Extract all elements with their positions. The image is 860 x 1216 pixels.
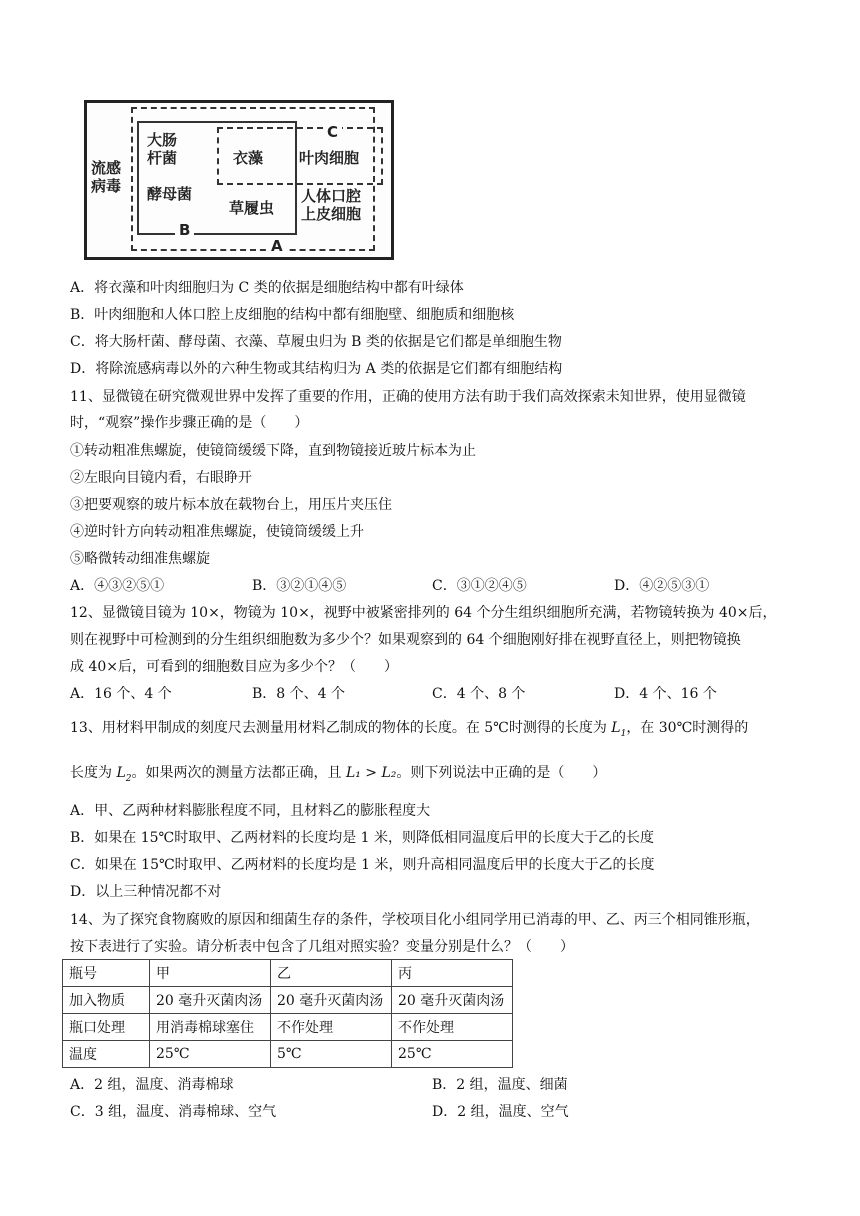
q12-stem-line2: 则在视野中可检测到的分生组织细胞数为多少个？如果观察到的 64 个细胞刚好排在视野直径上，则把物镜换 bbox=[70, 632, 741, 648]
q14-stem-line1: 14、为了探究食物腐败的原因和细菌生存的条件，学校项目化小组同学用已消毒的甲、乙、丙三个相同锥形瓶， bbox=[70, 912, 760, 928]
table-cell: 温度 bbox=[63, 1041, 150, 1068]
q13-l2 bbox=[116, 765, 132, 784]
label-ecoli: 大肠杆菌 bbox=[147, 131, 178, 167]
q13-stem2b: 。如果两次的测量方法都正确，且 bbox=[131, 765, 346, 781]
q13-l1-sub: 1 bbox=[620, 728, 627, 739]
q13-option-a: A．甲、乙两种材料膨胀程度不同，且材料乙的膨胀程度大 bbox=[70, 803, 431, 819]
q11-option-c: C．③①②④⑤ bbox=[432, 578, 527, 594]
q13-l2-sub: 2 bbox=[125, 773, 132, 784]
table-row bbox=[63, 960, 513, 987]
q13-option-c: C．如果在 15℃时取甲、乙两材料的长度均是 1 米，则升高相同温度后甲的长度大于乙的长度 bbox=[70, 857, 655, 873]
table-cell: 25℃ bbox=[392, 1041, 513, 1068]
table-cell: 用消毒棉球塞住 bbox=[150, 1014, 271, 1041]
table-cell: 不作处理 bbox=[271, 1014, 392, 1041]
q12-stem-line1: 12、显微镜目镜为 10×，物镜为 10×，视野中被紧密排列的 64 个分生组织细胞所充满，若物镜转换为 40×后， bbox=[70, 605, 777, 621]
label-set-b: B bbox=[175, 221, 194, 239]
table-cell: 乙 bbox=[271, 960, 392, 987]
label-set-a: A bbox=[267, 237, 287, 255]
q13-stem2c: 。则下列说法中正确的是（ ） bbox=[396, 765, 607, 781]
q13-l2-letter: L bbox=[116, 765, 126, 781]
q10-option-b: B．叶肉细胞和人体口腔上皮细胞的结构中都有细胞壁、细胞质和细胞核 bbox=[70, 307, 515, 323]
q11-stem-line2: 时，“观察”操作步骤正确的是（ ） bbox=[70, 415, 309, 431]
label-paramecium: 草履虫 bbox=[229, 199, 275, 217]
table-cell: 不作处理 bbox=[392, 1014, 513, 1041]
q10-option-d: D．将除流感病毒以外的六种生物或其结构归为 A 类的依据是它们都有细胞结构 bbox=[70, 361, 563, 377]
table-cell: 20 毫升灭菌肉汤 bbox=[150, 987, 271, 1014]
q13-option-d: D．以上三种情况都不对 bbox=[70, 884, 222, 900]
table-cell: 丙 bbox=[392, 960, 513, 987]
q14-option-a: A．2 组，温度、消毒棉球 bbox=[70, 1077, 234, 1093]
experiment-table bbox=[62, 959, 513, 1068]
table-cell: 甲 bbox=[150, 960, 271, 987]
q11-option-a: A．④③②⑤① bbox=[70, 578, 165, 594]
label-chlamydomonas: 衣藻 bbox=[233, 149, 264, 167]
q13-l1-letter: L bbox=[611, 720, 621, 736]
label-yeast: 酵母菌 bbox=[147, 185, 193, 203]
q13-option-b: B．如果在 15℃时取甲、乙两材料的长度均是 1 米，则降低相同温度后甲的长度大于乙的长度 bbox=[70, 830, 655, 846]
q13-stem-line2 bbox=[70, 763, 606, 789]
label-mesophyll: 叶肉细胞 bbox=[299, 149, 360, 167]
q12-option-c: C．4 个、8 个 bbox=[432, 686, 526, 702]
label-set-c: C bbox=[323, 123, 342, 141]
q12-stem-line3: 成 40×后，可看到的细胞数目应为多少个？（ ） bbox=[70, 659, 398, 675]
q12-option-a: A．16 个、4 个 bbox=[70, 686, 172, 702]
q11-step-4: ④逆时针方向转动粗准焦螺旋，使镜筒缓缓上升 bbox=[70, 524, 364, 540]
table-row bbox=[63, 987, 513, 1014]
q11-stem-line1: 11、显微镜在研究微观世界中发挥了重要的作用，正确的使用方法有助于我们高效探索未知世界，使用显微镜 bbox=[70, 389, 746, 405]
label-virus: 流感病毒 bbox=[91, 159, 122, 195]
q14-option-c: C．3 组，温度、消毒棉球、空气 bbox=[70, 1104, 277, 1120]
q14-option-b: B．2 组，温度、细菌 bbox=[432, 1077, 568, 1093]
q11-option-b: B．③②①④⑤ bbox=[252, 578, 347, 594]
table-row bbox=[63, 1041, 513, 1068]
q13-comparison: L₁ > L₂ bbox=[345, 765, 397, 781]
table-cell: 20 毫升灭菌肉汤 bbox=[392, 987, 513, 1014]
q11-step-5: ⑤略微转动细准焦螺旋 bbox=[70, 551, 210, 567]
table-cell: 加入物质 bbox=[63, 987, 150, 1014]
q13-stem1b: ，在 30℃时测得的 bbox=[626, 720, 749, 736]
q14-option-d: D．2 组，温度、空气 bbox=[432, 1104, 569, 1120]
q14-stem-line2: 按下表进行了实验。请分析表中包含了几组对照实验？变量分别是什么？（ ） bbox=[70, 939, 574, 955]
q13-l1 bbox=[611, 720, 627, 739]
q11-step-3: ③把要观察的玻片标本放在载物台上，用压片夹压住 bbox=[70, 497, 392, 513]
table-cell: 瓶号 bbox=[63, 960, 150, 987]
q12-option-d: D．4 个、16 个 bbox=[614, 686, 717, 702]
table-row bbox=[63, 1014, 513, 1041]
q11-step-1: ①转动粗准焦螺旋，使镜筒缓缓下降，直到物镜接近玻片标本为止 bbox=[70, 443, 476, 459]
q12-option-b: B．8 个、4 个 bbox=[252, 686, 346, 702]
q11-step-2: ②左眼向目镜内看，右眼睁开 bbox=[70, 470, 252, 486]
table-cell: 5℃ bbox=[271, 1041, 392, 1068]
table-cell: 20 毫升灭菌肉汤 bbox=[271, 987, 392, 1014]
q10-option-a: A．将衣藻和叶肉细胞归为 C 类的依据是细胞结构中都有叶绿体 bbox=[70, 280, 464, 296]
classification-diagram bbox=[84, 100, 394, 260]
q13-stem2a: 长度为 bbox=[70, 765, 117, 781]
table-cell: 瓶口处理 bbox=[63, 1014, 150, 1041]
q13-stem-line1 bbox=[70, 718, 748, 744]
label-epithelial: 人体口腔上皮细胞 bbox=[301, 187, 362, 223]
q10-option-c: C．将大肠杆菌、酵母菌、衣藻、草履虫归为 B 类的依据是它们都是单细胞生物 bbox=[70, 334, 562, 350]
table-cell: 25℃ bbox=[150, 1041, 271, 1068]
q13-stem1a: 13、用材料甲制成的刻度尺去测量用材料乙制成的物体的长度。在 5℃时测得的长度为 bbox=[70, 720, 612, 736]
q11-option-d: D．④②⑤③① bbox=[614, 578, 710, 594]
